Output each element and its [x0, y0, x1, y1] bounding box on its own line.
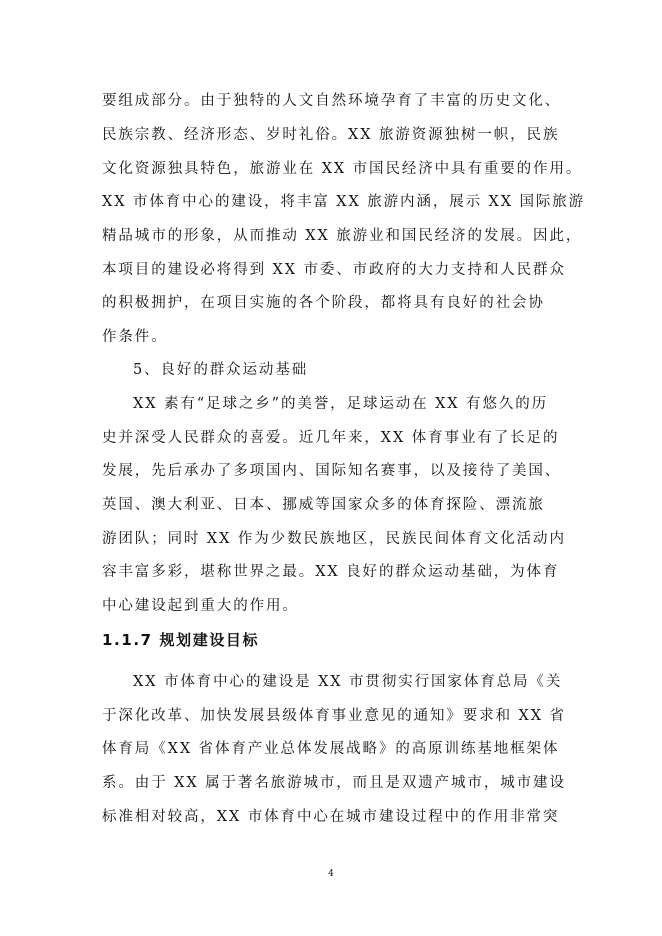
- body-text-line: 本项目的建设必将得到 XX 市委、市政府的大力支持和人民群众: [102, 262, 566, 278]
- body-text-line: 中心建设起到重大的作用。: [102, 598, 299, 614]
- numbered-subheading: 5、良好的群众运动基础: [133, 362, 309, 378]
- body-text-line: XX 市体育中心的建设是 XX 市贯彻实行国家体育总局《关: [133, 674, 563, 690]
- page-number: 4: [328, 869, 334, 879]
- body-text-line: 史并深受人民群众的喜爱。近几年来，XX 体育事业有了长足的: [102, 430, 560, 446]
- body-text-line: 容丰富多彩，堪称世界之最。XX 良好的群众运动基础，为体育: [102, 564, 560, 580]
- body-text-line: 的积极拥护，在项目实施的各个阶段，都将具有良好的社会协: [102, 295, 545, 311]
- body-text-line: 体育局《XX 省体育产业总体发展战略》的高原训练基地框架体: [102, 741, 560, 757]
- body-text-line: XX 素有“足球之乡”的美誉，足球运动在 XX 有悠久的历: [133, 396, 549, 412]
- body-text-line: 于深化改革、加快发展县级体育事业意见的通知》要求和 XX 省: [102, 708, 566, 724]
- body-text-line: 系。由于 XX 属于著名旅游城市，而且是双遗产城市，城市建设: [102, 775, 566, 791]
- body-text-line: 游团队；同时 XX 作为少数民族地区，民族民间体育文化活动内: [102, 531, 566, 547]
- section-heading: 1.1.7 规划建设目标: [102, 631, 260, 649]
- body-text-line: 英国、澳大利亚、日本、挪威等国家众多的体育探险、漂流旅: [102, 497, 545, 513]
- body-text-line: 发展，先后承办了多项国内、国际知名赛事，以及接待了美国、: [102, 463, 562, 479]
- body-text-line: 精品城市的形象，从而推动 XX 旅游业和国民经济的发展。因此，: [102, 228, 583, 244]
- body-text-line: 作条件。: [102, 329, 168, 345]
- body-text-line: 标准相对较高，XX 市体育中心在城市建设过程中的作用非常突: [102, 809, 560, 825]
- body-text-line: 要组成部分。由于独特的人文自然环境孕育了丰富的历史文化、: [102, 93, 562, 109]
- body-text-line: 民族宗教、经济形态、岁时礼俗。XX 旅游资源独树一帜，民族: [102, 127, 560, 143]
- body-text-line: 文化资源独具特色，旅游业在 XX 市国民经济中具有重要的作用。: [102, 161, 583, 177]
- body-text-line: XX 市体育中心的建设，将丰富 XX 旅游内涵，展示 XX 国际旅游: [102, 194, 586, 210]
